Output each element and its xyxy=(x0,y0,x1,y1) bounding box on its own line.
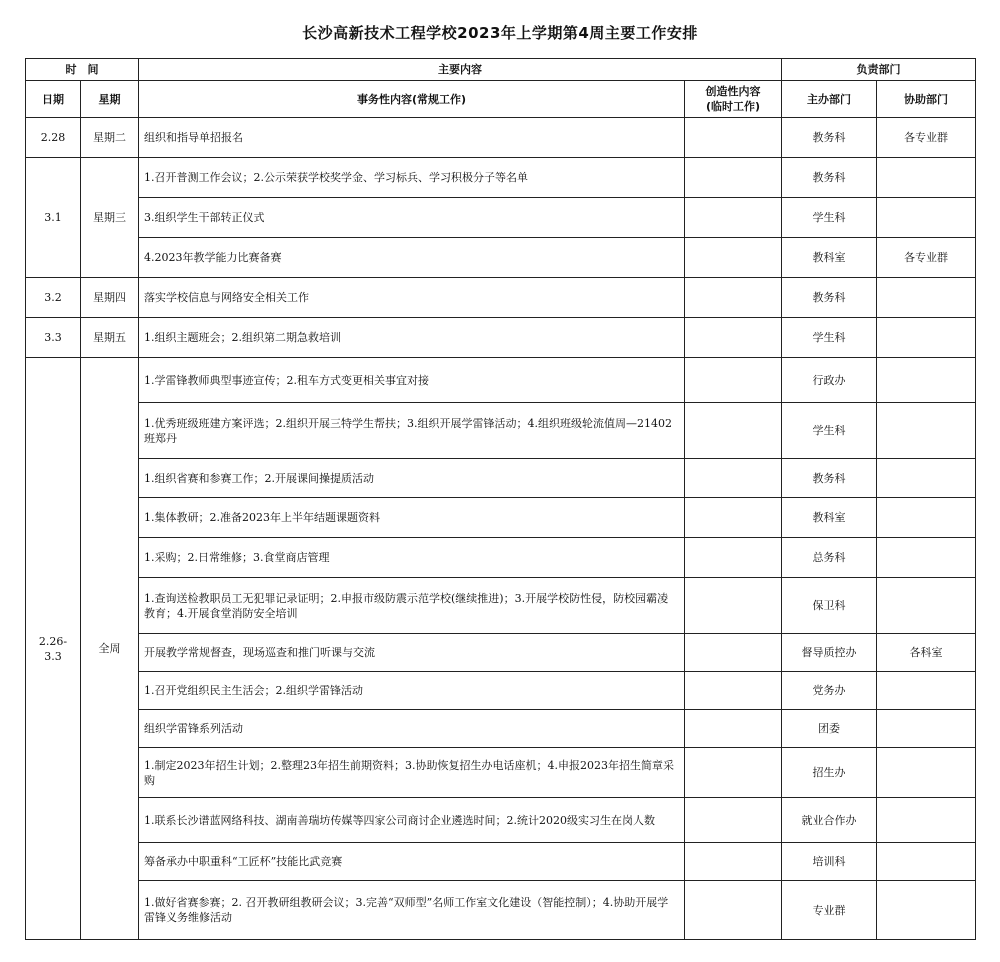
header-row-top xyxy=(26,59,976,81)
assist-dept-cell xyxy=(877,498,976,538)
host-dept-cell: 教科室 xyxy=(782,498,877,538)
table-row xyxy=(26,318,976,358)
header-date: 日期 xyxy=(26,81,81,118)
host-dept-cell: 团委 xyxy=(782,710,877,748)
table-row xyxy=(26,238,976,278)
header-creative xyxy=(685,81,782,118)
host-dept-cell: 保卫科 xyxy=(782,578,877,634)
creative-cell xyxy=(685,843,782,881)
creative-cell xyxy=(685,798,782,843)
table-row xyxy=(26,498,976,538)
routine-cell: 1.查询送检教职员工无犯罪记录证明；2.申报市级防震示范学校(继续推进)；3.开展学校防性侵，防校园霸凌教育；4.开展食堂消防安全培训 xyxy=(139,578,685,634)
header-dept: 负责部门 xyxy=(782,59,976,81)
routine-cell: 1.联系长沙谱蓝网络科技、湖南善瑞坊传媒等四家公司商讨企业遴选时间；2.统计2020级实习生在岗人数 xyxy=(139,798,685,843)
creative-cell xyxy=(685,672,782,710)
creative-cell xyxy=(685,459,782,498)
routine-cell: 3.组织学生干部转正仪式 xyxy=(139,198,685,238)
header-creative-line2: (临时工作) xyxy=(705,100,761,113)
assist-dept-cell xyxy=(877,710,976,748)
assist-dept-cell xyxy=(877,278,976,318)
assist-dept-cell xyxy=(877,843,976,881)
assist-dept-cell xyxy=(877,578,976,634)
routine-cell: 4.2023年教学能力比赛备赛 xyxy=(139,238,685,278)
routine-cell: 1.学雷锋教师典型事迹宣传；2.租车方式变更相关事宜对接 xyxy=(139,358,685,403)
host-dept-cell: 督导质控办 xyxy=(782,634,877,672)
creative-cell xyxy=(685,278,782,318)
table-row xyxy=(26,158,976,198)
routine-cell: 1.召开党组织民主生活会；2.组织学雷锋活动 xyxy=(139,672,685,710)
routine-cell: 1.召开普测工作会议；2.公示荣获学校奖学金、学习标兵、学习积极分子等名单 xyxy=(139,158,685,198)
creative-cell xyxy=(685,538,782,578)
routine-cell: 1.采购；2.日常维修；3.食堂商店管理 xyxy=(139,538,685,578)
header-row-sub xyxy=(26,81,976,118)
host-dept-cell: 学生科 xyxy=(782,403,877,459)
host-dept-cell: 行政办 xyxy=(782,358,877,403)
routine-cell: 1.组织省赛和参赛工作；2.开展课间操提质活动 xyxy=(139,459,685,498)
date-cell: 2.26-3.3 xyxy=(26,358,81,940)
routine-cell: 落实学校信息与网络安全相关工作 xyxy=(139,278,685,318)
assist-dept-cell: 各专业群 xyxy=(877,118,976,158)
assist-dept-cell xyxy=(877,358,976,403)
assist-dept-cell xyxy=(877,881,976,940)
table-row xyxy=(26,843,976,881)
assist-dept-cell xyxy=(877,158,976,198)
table-row xyxy=(26,538,976,578)
host-dept-cell: 就业合作办 xyxy=(782,798,877,843)
host-dept-cell: 教务科 xyxy=(782,278,877,318)
routine-cell: 1.组织主题班会；2.组织第二期急救培训 xyxy=(139,318,685,358)
assist-dept-cell xyxy=(877,538,976,578)
weekday-cell: 星期三 xyxy=(81,158,139,278)
table-row xyxy=(26,710,976,748)
routine-cell: 1.集体教研；2.准备2023年上半年结题课题资料 xyxy=(139,498,685,538)
header-time: 时 间 xyxy=(26,59,139,81)
creative-cell xyxy=(685,403,782,459)
header-host: 主办部门 xyxy=(782,81,877,118)
date-cell: 2.28 xyxy=(26,118,81,158)
weekday-cell: 星期五 xyxy=(81,318,139,358)
creative-cell xyxy=(685,198,782,238)
routine-cell: 组织和指导单招报名 xyxy=(139,118,685,158)
assist-dept-cell xyxy=(877,672,976,710)
assist-dept-cell xyxy=(877,318,976,358)
weekday-cell: 星期二 xyxy=(81,118,139,158)
date-cell: 3.3 xyxy=(26,318,81,358)
host-dept-cell: 培训科 xyxy=(782,843,877,881)
host-dept-cell: 教务科 xyxy=(782,459,877,498)
host-dept-cell: 教科室 xyxy=(782,238,877,278)
weekday-cell: 星期四 xyxy=(81,278,139,318)
header-assist: 协助部门 xyxy=(877,81,976,118)
host-dept-cell: 学生科 xyxy=(782,318,877,358)
header-routine: 事务性内容(常规工作) xyxy=(139,81,685,118)
host-dept-cell: 党务办 xyxy=(782,672,877,710)
table-row xyxy=(26,881,976,940)
assist-dept-cell xyxy=(877,798,976,843)
creative-cell xyxy=(685,358,782,403)
table-row xyxy=(26,798,976,843)
table-row xyxy=(26,634,976,672)
creative-cell xyxy=(685,634,782,672)
header-creative-line1: 创造性内容 xyxy=(705,85,761,98)
table-row xyxy=(26,118,976,158)
creative-cell xyxy=(685,748,782,798)
assist-dept-cell xyxy=(877,403,976,459)
routine-cell: 组织学雷锋系列活动 xyxy=(139,710,685,748)
creative-cell xyxy=(685,578,782,634)
page-title: 长沙高新技术工程学校2023年上学期第4周主要工作安排 xyxy=(302,24,698,42)
creative-cell xyxy=(685,158,782,198)
host-dept-cell: 招生办 xyxy=(782,748,877,798)
assist-dept-cell: 各专业群 xyxy=(877,238,976,278)
header-weekday: 星期 xyxy=(81,81,139,118)
table-row xyxy=(26,578,976,634)
table-row xyxy=(26,672,976,710)
date-cell: 3.1 xyxy=(26,158,81,278)
table-row xyxy=(26,278,976,318)
host-dept-cell: 教务科 xyxy=(782,118,877,158)
host-dept-cell: 学生科 xyxy=(782,198,877,238)
assist-dept-cell xyxy=(877,198,976,238)
assist-dept-cell xyxy=(877,748,976,798)
host-dept-cell: 教务科 xyxy=(782,158,877,198)
header-main-content: 主要内容 xyxy=(139,59,782,81)
table-row xyxy=(26,403,976,459)
assist-dept-cell: 各科室 xyxy=(877,634,976,672)
routine-cell: 1.制定2023年招生计划；2.整理23年招生前期资料；3.协助恢复招生办电话座机；4.申报2023年招生简章采购 xyxy=(139,748,685,798)
assist-dept-cell xyxy=(877,459,976,498)
weekday-cell: 全周 xyxy=(81,358,139,940)
creative-cell xyxy=(685,318,782,358)
host-dept-cell: 专业群 xyxy=(782,881,877,940)
routine-cell: 1.优秀班级班建方案评选；2.组织开展三特学生帮扶；3.组织开展学雷锋活动；4.组织班级轮流值周—21402班郑丹 xyxy=(139,403,685,459)
routine-cell: 1.做好省赛参赛；2. 召开教研组教研会议；3.完善“双师型”名师工作室文化建设（智能控制）；4.协助开展学雷锋义务维修活动 xyxy=(139,881,685,940)
table-row xyxy=(26,748,976,798)
routine-cell: 开展教学常规督查，现场巡查和推门听课与交流 xyxy=(139,634,685,672)
host-dept-cell: 总务科 xyxy=(782,538,877,578)
routine-cell: 筹备承办中职重科“工匠杯”技能比武竞赛 xyxy=(139,843,685,881)
table-row xyxy=(26,459,976,498)
table-row xyxy=(26,358,976,403)
creative-cell xyxy=(685,498,782,538)
creative-cell xyxy=(685,710,782,748)
date-cell: 3.2 xyxy=(26,278,81,318)
creative-cell xyxy=(685,238,782,278)
creative-cell xyxy=(685,118,782,158)
creative-cell xyxy=(685,881,782,940)
table-row xyxy=(26,198,976,238)
schedule-table xyxy=(25,58,976,940)
